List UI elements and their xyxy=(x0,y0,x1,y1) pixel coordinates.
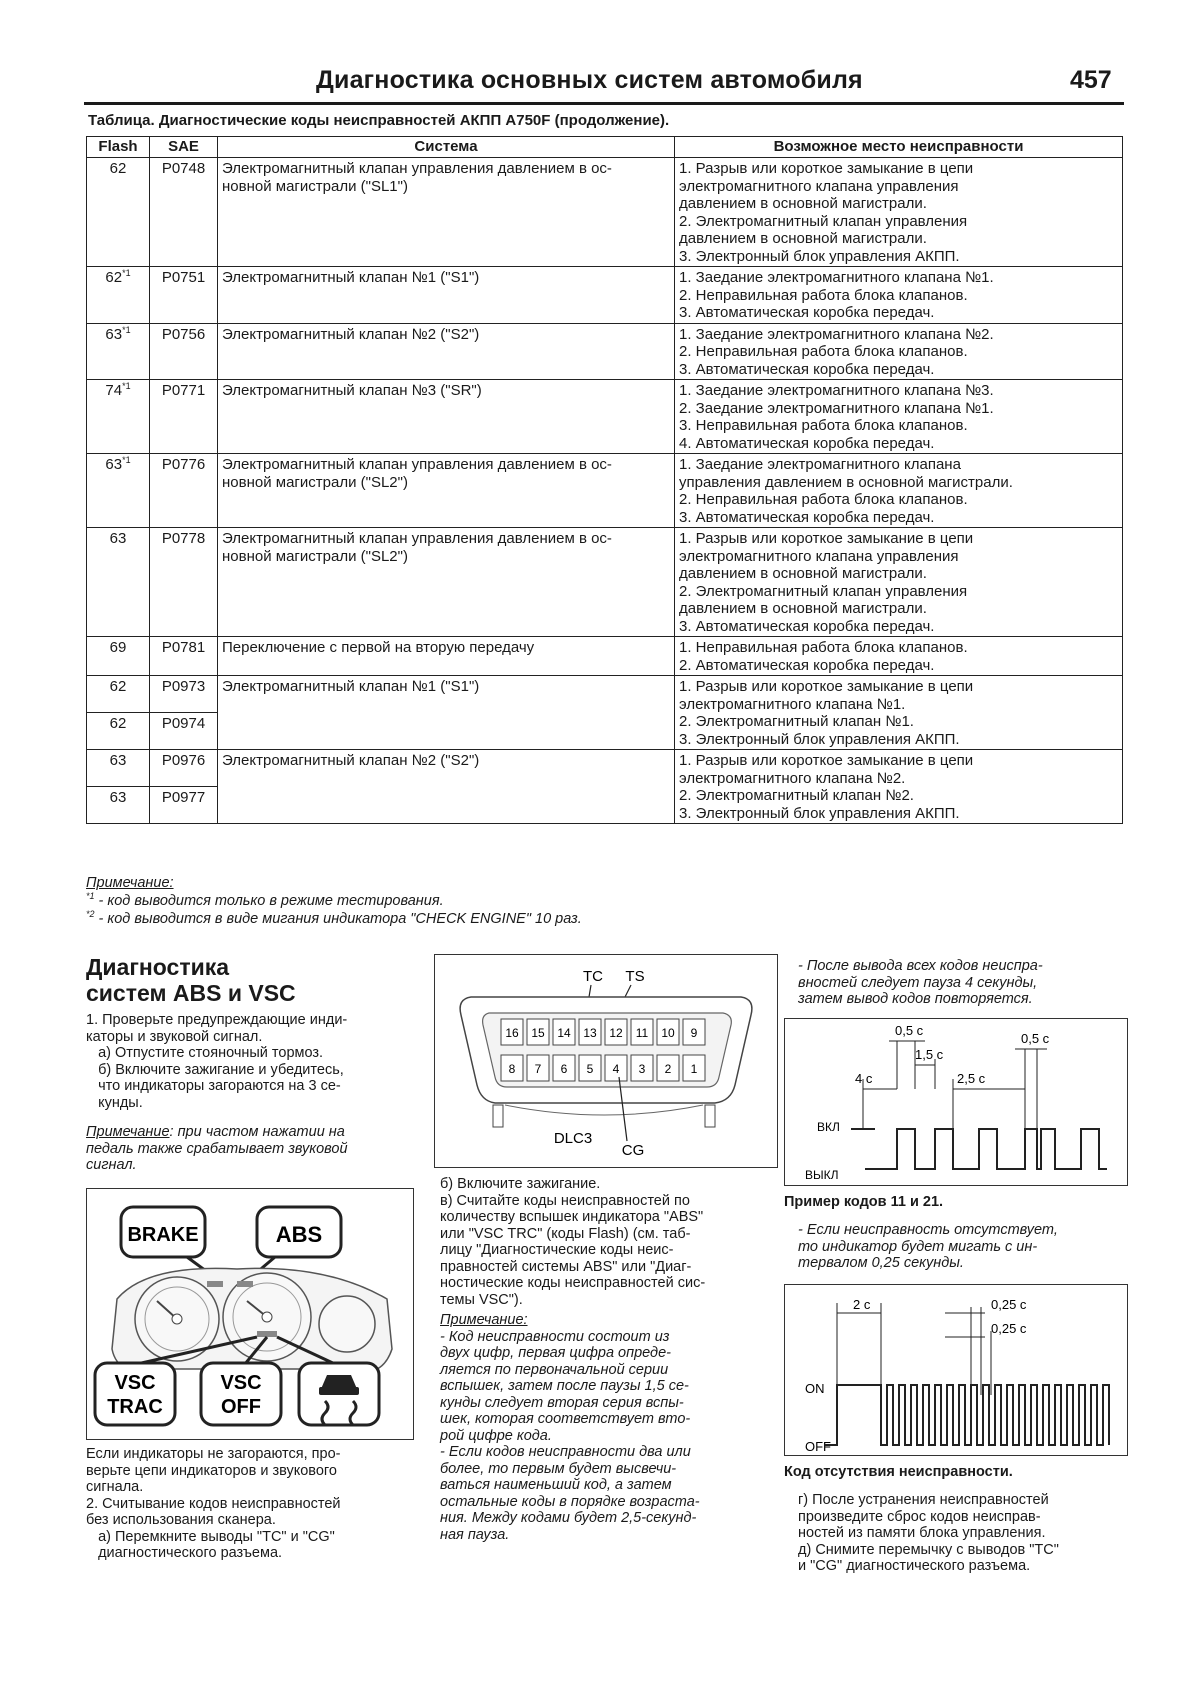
cell-text-line: 3. Автоматическая коробка передач. xyxy=(679,508,935,526)
flash-code: 63 xyxy=(109,530,127,547)
text-line: двух цифр, первая цифра опреде- xyxy=(440,1345,671,1361)
sae-cell: P0778 xyxy=(150,528,218,637)
brake-label: BRAKE xyxy=(127,1224,199,1246)
t1-off: ВЫКЛ xyxy=(805,1168,839,1182)
off-label: OFF xyxy=(221,1396,261,1418)
left-note-line: сигнал. xyxy=(86,1157,137,1173)
cell-text-line: 1. Неправильная работа блока клапанов. xyxy=(679,639,968,656)
left-note-head: Примечание xyxy=(86,1124,170,1140)
pin-number: 12 xyxy=(609,1026,623,1040)
page-number: 457 xyxy=(1070,66,1112,94)
t2-2s: 2 с xyxy=(853,1297,871,1312)
t1-05a: 0,5 с xyxy=(895,1023,924,1038)
flash-code: 63 xyxy=(105,456,123,473)
cell-text-line: Электромагнитный клапан управления давлением в ос- xyxy=(222,530,612,547)
cell-text-line: новной магистрали ("SL2") xyxy=(222,547,408,565)
text-line: то индикатор будет мигать с ин- xyxy=(798,1238,1038,1255)
table-caption: Таблица. Диагностические коды неисправностей АКПП A750F (продолжение). xyxy=(88,112,670,129)
text-line: и "CG" диагностического разъема. xyxy=(798,1558,1031,1574)
flash-cell xyxy=(87,158,150,267)
flash-cell xyxy=(87,380,150,454)
text-line: ная пауза. xyxy=(440,1526,510,1543)
cell-text-line: электромагнитного клапана управления xyxy=(679,177,959,195)
table-header-row xyxy=(87,137,1123,158)
pin-number: 4 xyxy=(612,1062,620,1076)
sae-cell: P0751 xyxy=(150,267,218,324)
pin-number: 1 xyxy=(690,1062,698,1076)
col-header-causes: Возможное место неисправности xyxy=(675,137,1123,158)
text-line: вностей следует пауза 4 секунды, xyxy=(798,974,1038,991)
cell-text-line: 2. Электромагнитный клапан №1. xyxy=(679,713,914,730)
pin-number: 14 xyxy=(557,1026,571,1040)
table-notes xyxy=(86,874,582,928)
cell-text-line: давлением в основной магистрали. xyxy=(679,565,927,582)
cell-text-line: Электромагнитный клапан управления давлением в ос- xyxy=(222,160,612,177)
t1-15: 1,5 с xyxy=(915,1047,944,1062)
text-line: - Код неисправности состоит из xyxy=(440,1328,670,1345)
sae-cell: P0756 xyxy=(150,323,218,380)
flash-cell: 62 xyxy=(87,676,150,713)
flash-code: 74 xyxy=(105,382,123,399)
mid-note-head: Примечание: xyxy=(440,1312,528,1328)
text-line: ваться наименьший код, а затем xyxy=(440,1477,672,1493)
note-1 xyxy=(86,892,582,910)
sae-cell: P0781 xyxy=(150,637,218,676)
cell-text-line: 1. Разрыв или короткое замыкание в цепи xyxy=(679,160,974,177)
cell-text-line: 2. Электромагнитный клапан №2. xyxy=(679,787,914,804)
text-line: количеству вспышек индикатора "ABS" xyxy=(440,1209,704,1225)
flash-cell: 62 xyxy=(87,713,150,750)
pin-number: 16 xyxy=(505,1026,519,1040)
text-line: или "VSC TRC" (коды Flash) (см. таб- xyxy=(440,1225,691,1242)
text-line: кунды. xyxy=(86,1094,143,1111)
text-line: темы VSC"). xyxy=(440,1291,523,1308)
text-line: д) Снимите перемычку с выводов "TC" xyxy=(798,1541,1059,1558)
text-line: в) Считайте коды неисправностей по xyxy=(440,1192,690,1209)
text-line: б) Включите зажигание. xyxy=(440,1176,601,1192)
cell-text-line: давлением в основной магистрали. xyxy=(679,195,927,212)
pin-number: 3 xyxy=(638,1062,646,1076)
flash-code: 62 xyxy=(109,160,127,177)
flash-code: 69 xyxy=(109,639,127,656)
cell-text-line: новной магистрали ("SL1") xyxy=(222,177,408,195)
table-row xyxy=(87,676,1123,713)
cell-text-line: 1. Разрыв или короткое замыкание в цепи xyxy=(679,752,974,769)
system-cell xyxy=(218,528,675,637)
t1-on: ВКЛ xyxy=(817,1120,840,1134)
text-line: а) Перемкните выводы "TC" и "CG" xyxy=(86,1528,335,1545)
flash-cell xyxy=(87,267,150,324)
system-cell xyxy=(218,267,675,324)
col-header-system: Система xyxy=(218,137,675,158)
sae-cell: P0748 xyxy=(150,158,218,267)
text-line: 2. Считывание кодов неисправностей xyxy=(86,1495,341,1512)
text-line: без использования сканера. xyxy=(86,1512,276,1528)
timing-diagram-no-fault xyxy=(784,1284,1128,1456)
abs-label: ABS xyxy=(275,1222,323,1247)
text-line: вспышек, затем после паузы 1,5 се- xyxy=(440,1378,689,1394)
flash-footnote-mark: *1 xyxy=(122,455,131,465)
note-2-mark: *2 xyxy=(86,909,95,920)
sae-cell: P0976 xyxy=(150,750,218,787)
text-line: лицу "Диагностические коды неис- xyxy=(440,1242,674,1258)
text-line: - Если неисправность отсутствует, xyxy=(798,1222,1058,1238)
cell-text-line: 1. Заедание электромагнитного клапана №2. xyxy=(679,325,994,343)
t1-05b: 0,5 с xyxy=(1021,1031,1050,1046)
cell-text-line: 3. Автоматическая коробка передач. xyxy=(679,617,935,635)
cell-text-line: 3. Автоматическая коробка передач. xyxy=(679,360,935,378)
system-cell: Электромагнитный клапан №1 ("S1") xyxy=(218,676,675,750)
vsc-label: VSC xyxy=(114,1372,156,1394)
trac-label: TRAC xyxy=(107,1396,163,1418)
timing1-caption: Пример кодов 11 и 21. xyxy=(784,1194,944,1210)
timing2-caption: Код отсутствия неисправности. xyxy=(784,1464,1013,1480)
sae-cell: P0974 xyxy=(150,713,218,750)
right-col-bottom xyxy=(798,1492,1128,1575)
text-line: 1. Проверьте предупреждающие инди- xyxy=(86,1012,348,1028)
t2-on: ON xyxy=(805,1381,825,1396)
sae-cell: P0776 xyxy=(150,454,218,528)
left-col-p2 xyxy=(86,1446,416,1562)
t2-025a: 0,25 с xyxy=(991,1297,1027,1312)
blink-waveform xyxy=(825,1385,1109,1445)
note-2-text: - код выводится в виде мигания индикатора "CHECK ENGINE" 10 раз. xyxy=(94,911,582,927)
mid-col-note xyxy=(440,1312,775,1543)
pin-number: 9 xyxy=(690,1026,698,1040)
flash-cell xyxy=(87,323,150,380)
right-col-mid xyxy=(798,1222,1128,1272)
text-line: остальные коды в порядке возраста- xyxy=(440,1493,700,1510)
sae-cell: P0973 xyxy=(150,676,218,713)
cell-text-line: 3. Автоматическая коробка передач. xyxy=(679,304,935,321)
cell-text-line: электромагнитного клапана №1. xyxy=(679,695,906,713)
text-line: а) Отпустите стояночный тормоз. xyxy=(86,1045,324,1061)
table-row xyxy=(87,323,1123,380)
text-line: рой цифре кода. xyxy=(440,1427,552,1444)
system-cell: Электромагнитный клапан №2 ("S2") xyxy=(218,750,675,824)
connector-figure xyxy=(434,954,778,1168)
flash-cell: 63 xyxy=(87,750,150,787)
pin-number: 6 xyxy=(560,1062,568,1076)
flash-footnote-mark: *1 xyxy=(122,268,131,278)
causes-cell xyxy=(675,267,1123,324)
table-row xyxy=(87,637,1123,676)
notes-heading: Примечание: xyxy=(86,875,174,891)
system-cell xyxy=(218,454,675,528)
cell-text-line: Электромагнитный клапан №3 ("SR") xyxy=(222,382,482,399)
t1-25: 2,5 с xyxy=(957,1071,986,1086)
text-line: ния. Между кодами будет 2,5-секунд- xyxy=(440,1510,697,1526)
causes-cell xyxy=(675,158,1123,267)
flash-cell xyxy=(87,637,150,676)
cell-text-line: Переключение с первой на вторую передачу xyxy=(222,639,535,656)
note-1-text: - код выводится только в режиме тестирования. xyxy=(94,893,444,909)
pin-number: 15 xyxy=(531,1026,545,1040)
system-cell xyxy=(218,637,675,676)
text-line: кунды следует вторая серия вспы- xyxy=(440,1394,684,1411)
text-line: ностические коды неисправностей сис- xyxy=(440,1275,706,1291)
cell-text-line: 2. Неправильная работа блока клапанов. xyxy=(679,286,968,304)
cell-text-line: 3. Электронный блок управления АКПП. xyxy=(679,804,960,822)
text-line: произведите сброс кодов неисправ- xyxy=(798,1508,1041,1525)
text-line: правностей системы ABS" или "Диаг- xyxy=(440,1258,692,1275)
left-col-p1 xyxy=(86,1012,406,1111)
text-line: б) Включите зажигание и убедитесь, xyxy=(86,1061,344,1078)
ts-label: TS xyxy=(625,968,645,985)
dtc-table xyxy=(86,136,1123,824)
cell-text-line: давлением в основной магистрали. xyxy=(679,230,927,247)
flash-code: 63 xyxy=(105,325,123,343)
tc-label: TC xyxy=(583,968,603,985)
table-row xyxy=(87,267,1123,324)
col-header-sae: SAE xyxy=(150,137,218,158)
flash-cell xyxy=(87,528,150,637)
header-rule xyxy=(84,102,1124,105)
table-row xyxy=(87,380,1123,454)
left-note-line: : при частом нажатии на xyxy=(169,1124,345,1140)
text-line: ностей из памяти блока управления. xyxy=(798,1525,1046,1541)
cell-text-line: Электромагнитный клапан №2 ("S2") xyxy=(222,325,480,343)
cell-text-line: 2. Электромагнитный клапан управления xyxy=(679,582,968,600)
right-col-top xyxy=(798,958,1128,1008)
page-header-title: Диагностика основных систем автомобиля xyxy=(316,66,863,94)
system-cell xyxy=(218,380,675,454)
cell-text-line: 3. Электронный блок управления АКПП. xyxy=(679,730,960,748)
cell-text-line: 3. Электронный блок управления АКПП. xyxy=(679,247,960,265)
text-line: диагностического разъема. xyxy=(86,1545,283,1561)
cell-text-line: Электромагнитный клапан №1 ("S1") xyxy=(222,269,480,286)
t2-off: OFF xyxy=(805,1439,831,1454)
pin-number: 8 xyxy=(508,1062,516,1076)
sae-cell: P0977 xyxy=(150,787,218,824)
cell-text-line: 2. Заедание электромагнитного клапана №1. xyxy=(679,399,994,417)
causes-cell xyxy=(675,750,1123,824)
cell-text-line: управления давлением в основной магистрали. xyxy=(679,473,1013,491)
text-line: затем вывод кодов повторяется. xyxy=(798,991,1033,1007)
text-line: каторы и звуковой сигнал. xyxy=(86,1028,263,1045)
timing-diagram-codes-11-21 xyxy=(784,1018,1128,1186)
note-1-mark: *1 xyxy=(86,891,95,902)
table-row xyxy=(87,454,1123,528)
t1-4: 4 с xyxy=(855,1071,873,1086)
vsc-off-vsc-label: VSC xyxy=(220,1372,262,1394)
text-line: г) После устранения неисправностей xyxy=(798,1492,1049,1508)
left-note-line: педаль также срабатывает звуковой xyxy=(86,1140,348,1157)
text-line: тервалом 0,25 секунды. xyxy=(798,1255,964,1271)
pin-number: 2 xyxy=(664,1062,672,1076)
mid-col-p1 xyxy=(440,1176,775,1308)
flash-cell xyxy=(87,454,150,528)
dashboard-figure xyxy=(86,1188,414,1440)
note-2 xyxy=(86,910,582,928)
cell-text-line: 4. Автоматическая коробка передач. xyxy=(679,434,935,452)
cell-text-line: Электромагнитный клапан управления давлением в ос- xyxy=(222,456,612,473)
flash-footnote-mark: *1 xyxy=(122,381,131,391)
pin-number: 10 xyxy=(661,1026,675,1040)
text-line: шек, которая соответствует вто- xyxy=(440,1411,691,1427)
flash-code: 62 xyxy=(105,269,123,286)
causes-cell xyxy=(675,528,1123,637)
causes-cell xyxy=(675,676,1123,750)
causes-cell xyxy=(675,454,1123,528)
cell-text-line: 2. Электромагнитный клапан управления xyxy=(679,212,968,230)
cell-text-line: 1. Заедание электромагнитного клапана №3. xyxy=(679,382,994,399)
pin-number: 5 xyxy=(586,1062,594,1076)
causes-cell xyxy=(675,323,1123,380)
text-line: сигнала. xyxy=(86,1479,144,1495)
cell-text-line: 2. Неправильная работа блока клапанов. xyxy=(679,343,968,360)
section-title-line1: Диагностика xyxy=(86,954,230,980)
timing-svg-2 xyxy=(785,1285,1127,1455)
dlc3-label: DLC3 xyxy=(553,1130,593,1147)
text-line: ляется по первоначальной серии xyxy=(440,1361,669,1378)
cell-text-line: 1. Разрыв или короткое замыкание в цепи xyxy=(679,678,974,695)
text-line: более, то первым будет высвечи- xyxy=(440,1460,677,1477)
sae-cell: P0771 xyxy=(150,380,218,454)
flash-footnote-mark: *1 xyxy=(122,324,131,335)
text-line: что индикаторы загораются на 3 се- xyxy=(86,1078,341,1094)
t2-025b: 0,25 с xyxy=(991,1321,1027,1336)
cell-text-line: 3. Неправильная работа блока клапанов. xyxy=(679,417,968,434)
text-line: - Если кодов неисправности два или xyxy=(440,1444,691,1460)
flash-cell: 63 xyxy=(87,787,150,824)
pin-number: 7 xyxy=(534,1062,542,1076)
cell-text-line: 2. Неправильная работа блока клапанов. xyxy=(679,491,968,508)
cell-text-line: давлением в основной магистрали. xyxy=(679,600,927,617)
cell-text-line: новной магистрали ("SL2") xyxy=(222,473,408,491)
text-line: Если индикаторы не загораются, про- xyxy=(86,1446,341,1462)
cell-text-line: 2. Автоматическая коробка передач. xyxy=(679,656,935,674)
dashboard-illustration xyxy=(87,1189,413,1439)
system-cell xyxy=(218,323,675,380)
pin-number: 13 xyxy=(583,1026,597,1040)
section-title-line2: систем ABS и VSC xyxy=(86,980,296,1006)
text-line: - После вывода всех кодов неиспра- xyxy=(798,958,1043,974)
table-row xyxy=(87,528,1123,637)
system-cell xyxy=(218,158,675,267)
cell-text-line: 1. Заедание электромагнитного клапана xyxy=(679,456,961,473)
table-row xyxy=(87,158,1123,267)
cell-text-line: электромагнитного клапана управления xyxy=(679,547,959,565)
dlc3-connector-illustration xyxy=(435,955,777,1167)
pin-number: 11 xyxy=(635,1026,649,1040)
table-row xyxy=(87,750,1123,787)
cell-text-line: 1. Заедание электромагнитного клапана №1. xyxy=(679,269,994,286)
col-header-flash: Flash xyxy=(87,137,150,158)
text-line: верьте цепи индикаторов и звукового xyxy=(86,1462,337,1479)
cell-text-line: 1. Разрыв или короткое замыкание в цепи xyxy=(679,530,974,547)
causes-cell xyxy=(675,637,1123,676)
timing-svg-1 xyxy=(785,1019,1127,1185)
cell-text-line: электромагнитного клапана №2. xyxy=(679,769,906,787)
causes-cell xyxy=(675,380,1123,454)
section-title xyxy=(86,954,296,1006)
cg-label: CG xyxy=(621,1142,645,1159)
left-col-note xyxy=(86,1124,406,1174)
